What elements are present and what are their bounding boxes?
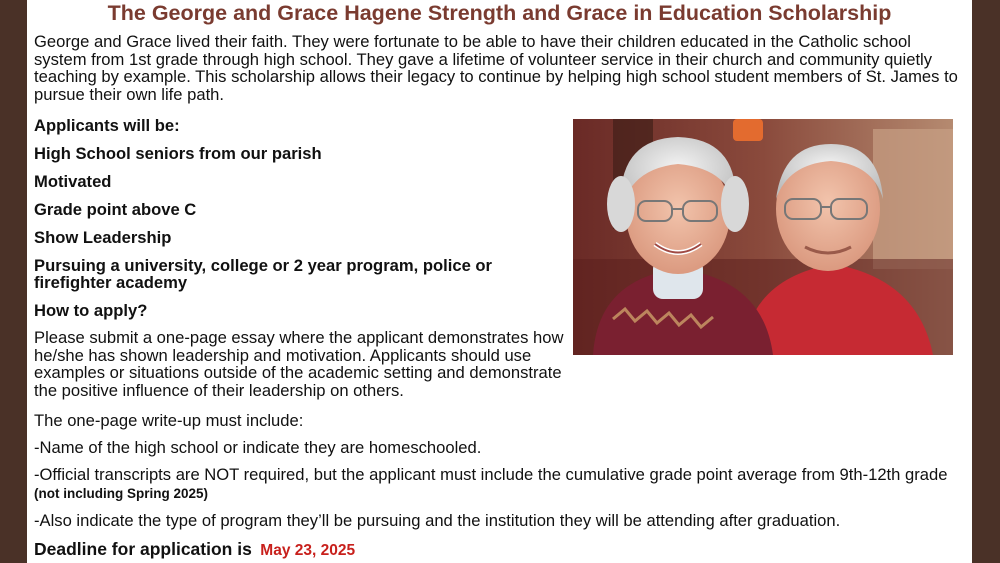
requirement-item: Show Leadership xyxy=(34,228,172,247)
include-item: -Name of the high school or indicate they are homeschooled. xyxy=(34,438,482,457)
how-to-apply-heading: How to apply? xyxy=(34,301,148,320)
couple-photo xyxy=(573,119,953,355)
essay-text: Please submit a one-page essay where the applicant demonstrates how he/she has shown leadership and motivation. Applicants should use examples or situations outside of the academic setting and demonstrate the positive influence of their leadership on others. xyxy=(34,328,564,400)
intro-paragraph: George and Grace lived their faith. They were fortunate to be able to have their children educated in the Catholic school system from 1st grade through high school. They gave a lifetime of volunteer service in their church and community quietly teaching by example. This scholarship allows their legacy to continue by helping high school student members of St. James to pursue their own life path. xyxy=(34,32,958,104)
requirement-item: Motivated xyxy=(34,172,112,191)
requirement-item: Pursuing a university, college or 2 year program, police or firefighter academy xyxy=(34,256,493,292)
couple-photo-illustration xyxy=(573,119,953,355)
requirements-heading: Applicants will be: xyxy=(34,116,180,135)
page-title: The George and Grace Hagene Strength and Grace in Education Scholarship xyxy=(107,1,892,25)
include-item-text: -Official transcripts are NOT required, but the applicant must include the cumulative grade point average from 9th-12th grade xyxy=(34,465,948,484)
deadline-line xyxy=(34,540,355,560)
include-item xyxy=(34,466,964,502)
include-item-note: (not including Spring 2025) xyxy=(34,485,209,501)
requirement-item: High School seniors from our parish xyxy=(34,144,322,163)
scholarship-flyer xyxy=(27,0,972,563)
include-item: -Also indicate the type of program they’ll be pursuing and the institution they will be attending after graduation. xyxy=(34,511,841,530)
include-heading: The one-page write-up must include: xyxy=(34,411,304,430)
deadline-label: Deadline for application is xyxy=(34,539,252,559)
deadline-date: May 23, 2025 xyxy=(260,542,356,559)
requirement-item: Grade point above C xyxy=(34,200,197,219)
